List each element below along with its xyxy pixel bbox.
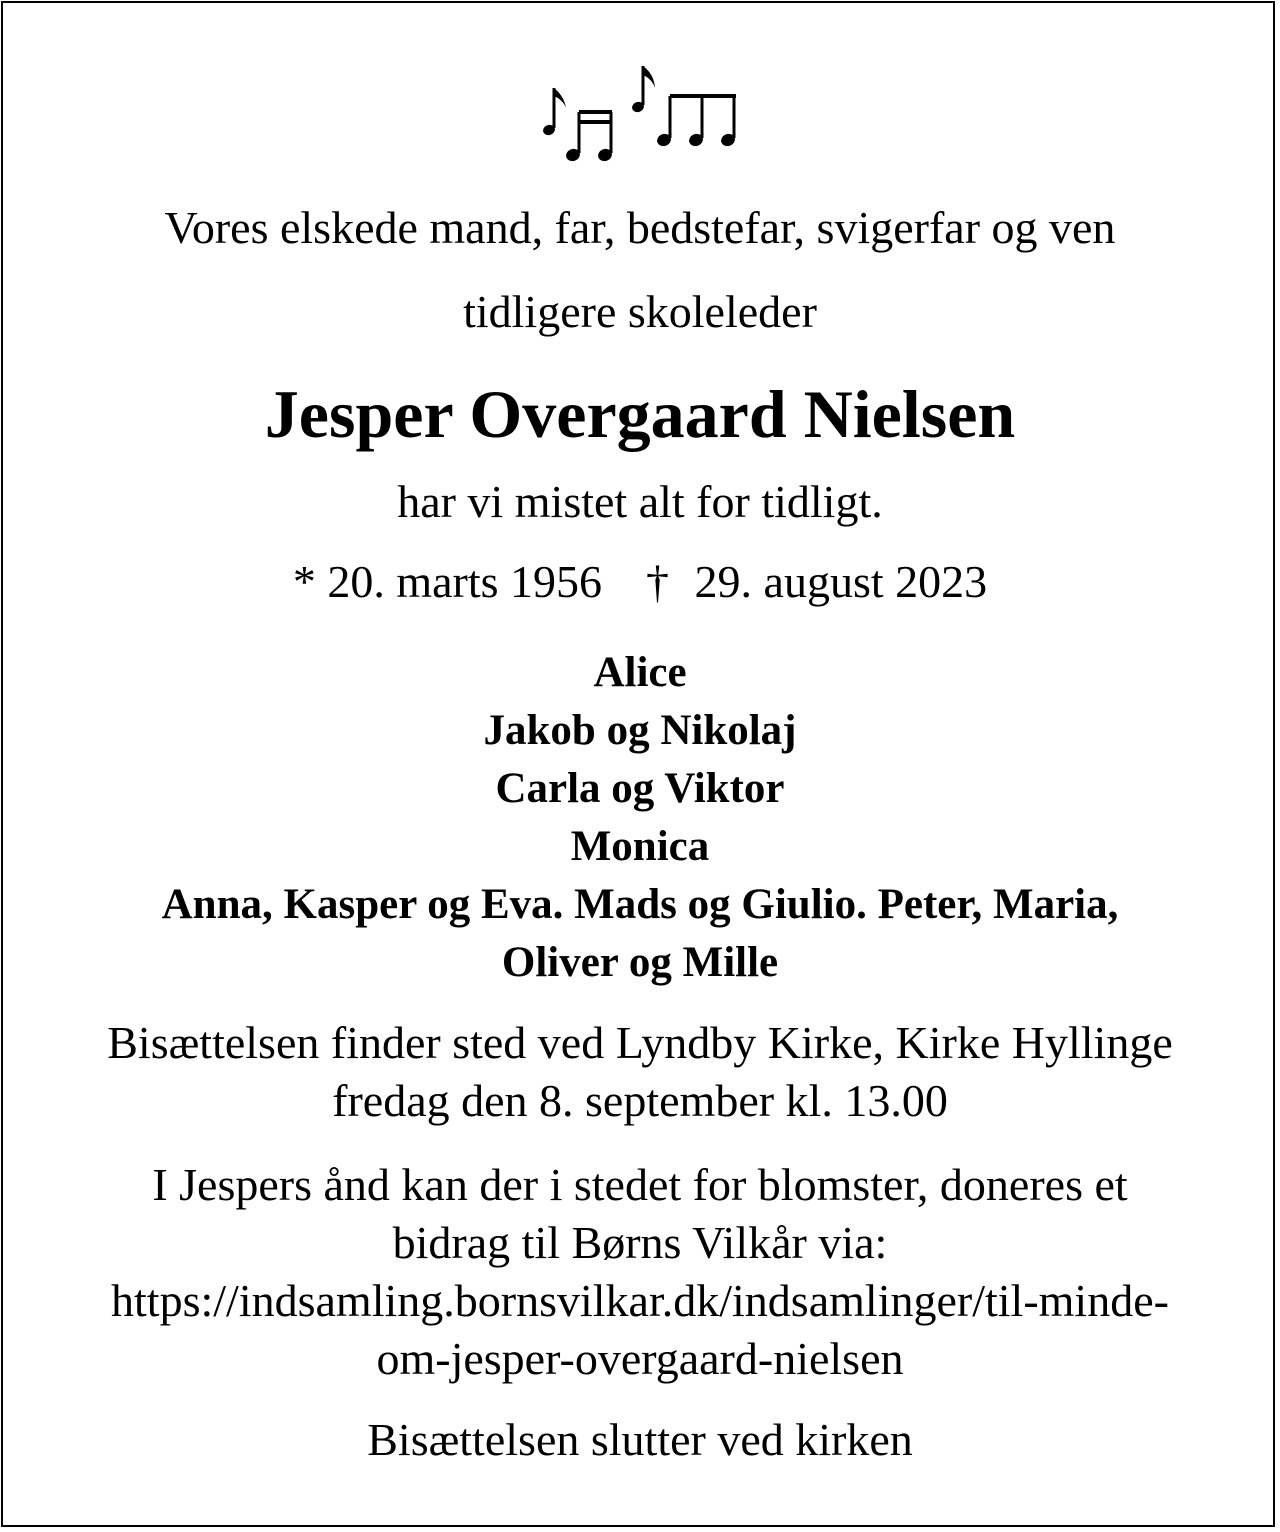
donation-link[interactable]: om-jesper-overgaard-nielsen	[376, 1333, 904, 1384]
family-list	[0, 644, 1280, 992]
music-notes-icon	[540, 60, 740, 170]
family-line: Oliver og Mille	[501, 939, 779, 986]
family-line: Monica	[570, 823, 710, 870]
occupation-text: tidligere skoleleder	[463, 286, 817, 337]
deceased-name: Jesper Overgaard Nielsen	[264, 376, 1016, 452]
service-line: fredag den 8. september kl. 13.00	[332, 1075, 948, 1126]
donation-line: bidrag til Børns Vilkår via:	[392, 1217, 888, 1268]
family-line: Carla og Viktor	[495, 765, 785, 812]
life-dates	[0, 552, 1280, 612]
family-line: Jakob og Nikolaj	[483, 707, 797, 754]
service-info	[0, 1014, 1280, 1130]
birth-date: 20. marts 1956	[327, 556, 603, 607]
family-line: Anna, Kasper og Eva. Mads og Giulio. Peter, Maria,	[161, 881, 1119, 928]
closing-text: Bisættelsen slutter ved kirken	[367, 1414, 913, 1465]
family-line: Alice	[593, 649, 687, 696]
donation-line: I Jespers ånd kan der i stedet for blomster, doneres et	[152, 1159, 1128, 1210]
donation-link[interactable]: https://indsamling.bornsvilkar.dk/indsamlinger/til-minde-	[111, 1275, 1169, 1326]
birth-symbol: *	[292, 556, 316, 607]
death-symbol: †	[646, 556, 670, 607]
lost-text: har vi mistet alt for tidligt.	[397, 476, 883, 527]
intro-text: Vores elskede mand, far, bedstefar, svigerfar og ven	[164, 202, 1116, 253]
donation-info	[0, 1156, 1280, 1388]
service-line: Bisættelsen finder sted ved Lyndby Kirke, Kirke Hyllinge	[107, 1017, 1173, 1068]
death-date: 29. august 2023	[694, 556, 988, 607]
